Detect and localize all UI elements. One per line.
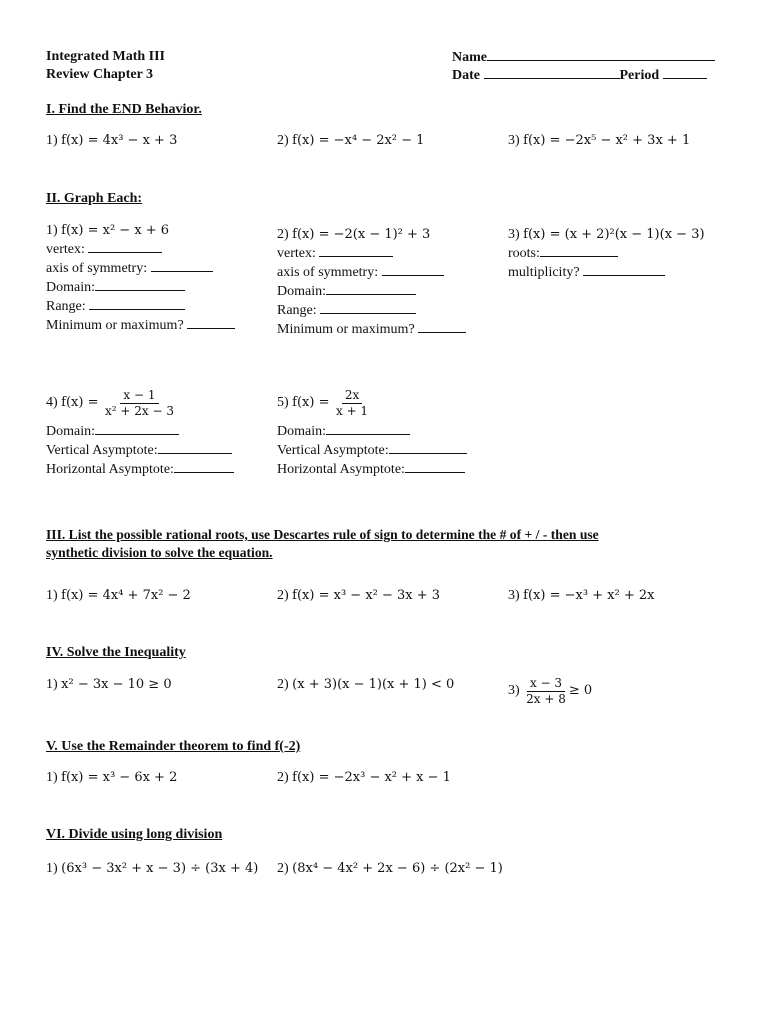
fraction-denominator: x² + 2x − 3: [104, 403, 174, 418]
range-blank[interactable]: [89, 297, 185, 310]
period-blank[interactable]: [663, 66, 707, 79]
problem-expression: f(x) = −x³ + x² + 2x: [523, 588, 655, 603]
domain-blank[interactable]: [95, 278, 185, 291]
problem-expression: f(x) = −2x³ − x² + x − 1: [292, 770, 451, 785]
problem-number: 3): [508, 588, 520, 603]
problem-expression: f(x) = −2x⁵ − x² + 3x + 1: [523, 133, 691, 148]
va-label: Vertical Asymptote:: [277, 443, 389, 458]
problem-number: 4): [46, 395, 58, 410]
fraction-denominator: 2x + 8: [526, 691, 566, 706]
problem-expression: f(x) = −x⁴ − 2x² − 1: [292, 133, 425, 148]
s3-problem-2: [277, 587, 440, 605]
problem-number: 2): [277, 133, 289, 148]
problem-number: 1): [46, 588, 58, 603]
domain-blank[interactable]: [326, 282, 416, 295]
range-label: Range:: [46, 299, 86, 314]
period-label: Period: [619, 68, 660, 83]
problem-expression: (x + 3)(x − 1)(x + 1) < 0: [292, 677, 455, 692]
chapter-title: Review Chapter 3: [46, 67, 154, 82]
s1-problem-3: [508, 132, 690, 150]
problem-expression: f(x) = 4x³ − x + 3: [61, 133, 178, 148]
problem-expression: f(x) = x³ − x² − 3x + 3: [292, 588, 441, 603]
problem-number: 1): [46, 223, 58, 238]
problem-number: 1): [46, 770, 58, 785]
s2-problem-4: [46, 384, 234, 479]
va-blank[interactable]: [389, 441, 467, 454]
problem-number: 1): [46, 133, 58, 148]
problem-expression: (6x³ − 3x² + x − 3) ÷ (3x + 4): [61, 861, 259, 876]
s2-problem-5: [277, 384, 467, 479]
function-lhs: f(x) =: [61, 395, 99, 410]
s1-problem-2: [277, 132, 424, 150]
section-1-title: I. Find the END Behavior.: [46, 102, 202, 117]
inequality-rhs: ≥ 0: [568, 683, 593, 698]
s6-problem-1: [46, 860, 258, 878]
name-blank[interactable]: [487, 48, 715, 61]
vertex-label: vertex:: [46, 242, 85, 257]
ha-blank[interactable]: [174, 460, 234, 473]
problem-expression: f(x) = 4x⁴ + 7x² − 2: [61, 588, 191, 603]
s4-problem-1: [46, 676, 172, 694]
fraction-denominator: x + 1: [335, 403, 369, 418]
rational-fraction: [102, 388, 177, 419]
course-title: Integrated Math III: [46, 49, 165, 64]
s2-problem-2: [277, 226, 466, 339]
domain-label: Domain:: [46, 280, 95, 295]
fraction-numerator: x − 1: [120, 388, 158, 404]
axis-label: axis of symmetry:: [277, 265, 379, 280]
range-blank[interactable]: [320, 301, 416, 314]
section-3-title-line1: III. List the possible rational roots, use Descartes rule of sign to determine the # of + / - then use: [46, 527, 599, 542]
va-blank[interactable]: [158, 441, 232, 454]
domain-label: Domain:: [277, 284, 326, 299]
section-6-title: VI. Divide using long division: [46, 827, 223, 842]
problem-expression: x² − 3x − 10 ≥ 0: [61, 677, 172, 692]
problem-number: 1): [46, 677, 58, 692]
multiplicity-blank[interactable]: [583, 263, 665, 276]
date-blank[interactable]: [484, 66, 620, 79]
domain-blank[interactable]: [326, 422, 410, 435]
axis-label: axis of symmetry:: [46, 261, 148, 276]
minmax-label: Minimum or maximum?: [277, 322, 415, 337]
domain-blank[interactable]: [95, 422, 179, 435]
range-label: Range:: [277, 303, 317, 318]
domain-label: Domain:: [277, 424, 326, 439]
section-3-title: [46, 526, 726, 562]
s1-problem-1: [46, 132, 177, 150]
date-field-row: [452, 66, 707, 84]
domain-label: Domain:: [46, 424, 95, 439]
roots-blank[interactable]: [540, 244, 618, 257]
problem-number: 1): [46, 861, 58, 876]
vertex-blank[interactable]: [88, 240, 162, 253]
fraction-numerator: x − 3: [527, 676, 565, 692]
problem-number: 3): [508, 133, 520, 148]
axis-blank[interactable]: [151, 259, 213, 272]
s6-problem-2: [277, 860, 503, 878]
problem-number: 2): [277, 861, 289, 876]
function-lhs: f(x) =: [292, 395, 330, 410]
s2-problem-3: [508, 226, 705, 282]
multiplicity-label: multiplicity?: [508, 265, 580, 280]
problem-number: 2): [277, 588, 289, 603]
s5-problem-2: [277, 769, 451, 787]
s2-problem-1: [46, 222, 235, 335]
problem-expression: (8x⁴ − 4x² + 2x − 6) ÷ (2x² − 1): [292, 861, 503, 876]
name-label: Name: [452, 50, 487, 65]
vertex-label: vertex:: [277, 246, 316, 261]
problem-expression: f(x) = −2(x − 1)² + 3: [292, 227, 431, 242]
problem-expression: f(x) = x³ − 6x + 2: [61, 770, 178, 785]
minmax-label: Minimum or maximum?: [46, 318, 184, 333]
s4-problem-3: [508, 672, 592, 710]
ha-label: Horizontal Asymptote:: [277, 462, 405, 477]
s5-problem-1: [46, 769, 177, 787]
section-4-title: IV. Solve the Inequality: [46, 645, 186, 660]
problem-number: 2): [277, 677, 289, 692]
fraction-numerator: 2x: [342, 388, 362, 404]
axis-blank[interactable]: [382, 263, 444, 276]
s3-problem-3: [508, 587, 655, 605]
problem-expression: f(x) = (x + 2)²(x − 1)(x − 3): [523, 227, 705, 242]
section-5-title: V. Use the Remainder theorem to find f(-2): [46, 739, 301, 754]
name-field-row: [452, 48, 715, 66]
vertex-blank[interactable]: [319, 244, 393, 257]
ha-label: Horizontal Asymptote:: [46, 462, 174, 477]
problem-number: 2): [277, 770, 289, 785]
s3-problem-1: [46, 587, 191, 605]
problem-number: 3): [508, 227, 520, 242]
rational-fraction: [523, 676, 569, 707]
section-2-title: II. Graph Each:: [46, 191, 143, 206]
ha-blank[interactable]: [405, 460, 465, 473]
section-3-title-line2: synthetic division to solve the equation.: [46, 545, 273, 560]
rational-fraction: [333, 388, 371, 419]
problem-number: 2): [277, 227, 289, 242]
problem-expression: f(x) = x² − x + 6: [61, 223, 170, 238]
date-label: Date: [452, 68, 480, 83]
va-label: Vertical Asymptote:: [46, 443, 158, 458]
problem-number: 5): [277, 395, 289, 410]
minmax-blank[interactable]: [187, 316, 235, 329]
problem-number: 3): [508, 683, 520, 698]
minmax-blank[interactable]: [418, 320, 466, 333]
roots-label: roots:: [508, 246, 540, 261]
s4-problem-2: [277, 676, 454, 694]
